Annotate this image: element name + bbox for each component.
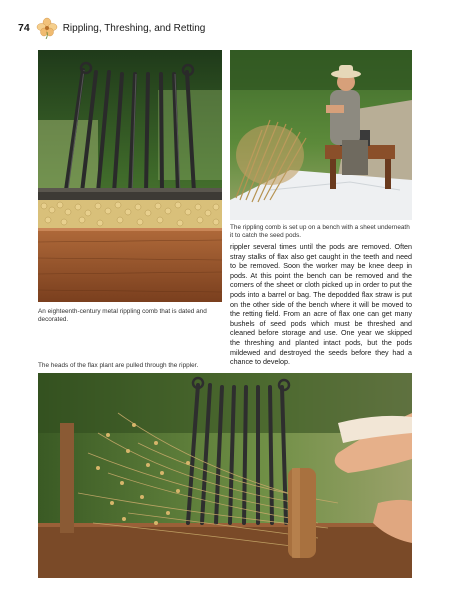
running-title: Rippling, Threshing, and Retting [62, 22, 206, 34]
rippling-bench-photo [230, 50, 412, 220]
comb-photo-caption: An eighteenth-century metal rippling comb that is dated and decorated. [38, 308, 207, 324]
rippler-photo-caption: The heads of the flax plant are pulled through the rippler. [38, 362, 199, 369]
page-header [18, 18, 205, 38]
page-number: 74 [18, 22, 30, 34]
body-paragraph: rippler several times until the pods are removed. Often stray stalks of flax also get caught in the teeth and need to be removed. Soon the worker may be knee deep in pods. At this point the bench can be removed and the corners of the sheet or cloth picked up in order to put the pods into a barrel or bag. The depodded flax straw is put on the other side of the bench where it will be moved to the retting field. From an acre of flax one can get many bushels of seed pods which must be threshed and cleaned before storage and use. One year we skipped the threshing and planted intact pods, but the pods mildewed and destroyed the seeds before they had a chance to develop. [230, 243, 412, 367]
flax-rippler-photo [38, 373, 412, 578]
flax-flower-icon [36, 17, 58, 39]
rippling-comb-photo [38, 50, 222, 302]
bench-photo-caption: The rippling comb is set up on a bench with a sheet underneath it to catch the seed pods. [230, 224, 410, 240]
